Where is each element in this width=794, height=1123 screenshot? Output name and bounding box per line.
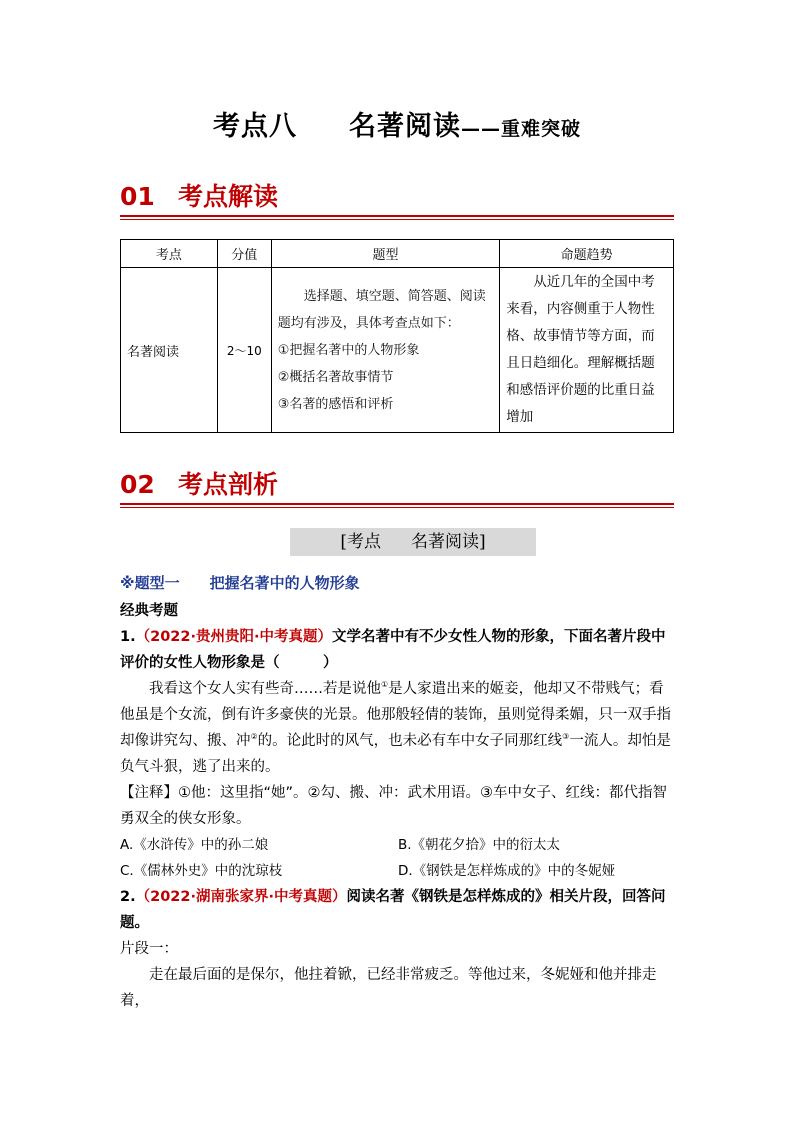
question-type-text: 把握名著中的人物形象 xyxy=(209,574,360,592)
question-stem: 文学名著中有不少女性人物的形象，下面名著片段中评价的女性人物形象是（ ） xyxy=(120,629,666,671)
passage-text: 一流人。却怕是负气斗狠，逃了出来的。 xyxy=(120,733,671,775)
section-number: 01 xyxy=(120,182,155,211)
title-main: 考点八 xyxy=(212,111,297,142)
table-cell-trend xyxy=(500,268,674,433)
footnote-marker: ① xyxy=(381,680,389,690)
section-rule xyxy=(120,503,674,505)
question-1-stem xyxy=(120,624,676,676)
section-rule xyxy=(120,215,674,217)
question-stem: 阅读名著《钢铁是怎样炼成的》相关片段，回答问题。 xyxy=(120,889,666,931)
trend-text: 从近几年的全国中考来看，内容侧重于人物性格、故事情节等方面，而且日趋细化。理解概括题和感悟评价题的比重日益增加 xyxy=(506,274,655,425)
footnote-marker: ③ xyxy=(562,732,570,742)
table-cell-point: 名著阅读 xyxy=(121,268,218,433)
table-cell-type xyxy=(271,268,500,433)
question-type-label: ※题型一 xyxy=(120,574,180,592)
passage-text: 我看这个女人实有些奇……若是说他 xyxy=(149,681,381,697)
question-1-passage xyxy=(120,676,676,780)
question-type-heading xyxy=(120,572,360,593)
content-body xyxy=(120,598,676,1014)
type-item: ②概括名著故事情节 xyxy=(277,369,394,385)
table-row xyxy=(121,268,674,433)
question-1-options xyxy=(120,832,676,884)
section-rule xyxy=(120,219,674,220)
exam-point-table xyxy=(120,239,674,433)
title-subtitle: ——重难突破 xyxy=(460,118,581,140)
question-number: 1. xyxy=(120,629,136,645)
title-sub-main: 名著阅读 xyxy=(348,111,461,142)
type-item: ③名著的感悟和评析 xyxy=(277,396,394,412)
passage-text: 的。论此时的风气，也未必有车中女子同那红线 xyxy=(257,733,563,749)
section-header-2 xyxy=(120,469,674,508)
banner-right: 名著阅读] xyxy=(411,532,486,552)
type-intro: 选择题、填空题、简答题、阅读题均有涉及，具体考查点如下： xyxy=(277,288,486,331)
section-label: 考点剖析 xyxy=(178,470,279,499)
exam-point-banner xyxy=(290,528,536,556)
question-number: 2. xyxy=(120,889,136,905)
section-number: 02 xyxy=(120,470,155,499)
table-header-cell: 命题趋势 xyxy=(500,240,674,268)
option-c: C.《儒林外史》中的沈琼枝 xyxy=(120,863,283,879)
table-header-cell: 题型 xyxy=(271,240,500,268)
table-header-row xyxy=(121,240,674,268)
passage-text: 是人家遣出来的姬妾，他却又不带贱气；看他虽是个女流，倒有许多豪侠的光景。他那般轻倩的装饰，虽则觉得柔媚，只一双手指却像讲究勾、搬、冲 xyxy=(120,681,671,749)
table-header-cell: 考点 xyxy=(121,240,218,268)
table-cell-score: 2～10 xyxy=(217,268,271,433)
section-rule xyxy=(120,507,674,508)
page-title xyxy=(0,104,794,143)
footnote-marker: ② xyxy=(250,732,258,742)
type-item: ①把握名著中的人物形象 xyxy=(277,342,420,358)
question-1-note: 【注释】①他：这里指“她”。②勾、搬、冲：武术用语。③车中女子、红线：都代指智勇双全的侠女形象。 xyxy=(120,785,668,827)
table-header-cell: 分值 xyxy=(217,240,271,268)
segment-label: 片段一： xyxy=(120,941,178,957)
question-source: （2022·湖南张家界·中考真题） xyxy=(135,889,347,905)
question-2-stem xyxy=(120,884,676,936)
classic-heading: 经典考题 xyxy=(120,603,178,619)
option-b: B.《朝花夕拾》中的衍太太 xyxy=(398,837,561,853)
option-d: D.《钢铁是怎样炼成的》中的冬妮娅 xyxy=(398,863,616,879)
banner-left: [考点 xyxy=(340,532,381,552)
question-source: （2022·贵州贵阳·中考真题） xyxy=(135,629,332,645)
option-a: A.《水浒传》中的孙二娘 xyxy=(120,837,269,853)
segment-text: 走在最后面的是保尔，他拄着锨，已经非常疲乏。等他过来，冬妮娅和他并排走着， xyxy=(120,967,657,1009)
section-header-1 xyxy=(120,181,674,220)
section-label: 考点解读 xyxy=(178,182,279,211)
